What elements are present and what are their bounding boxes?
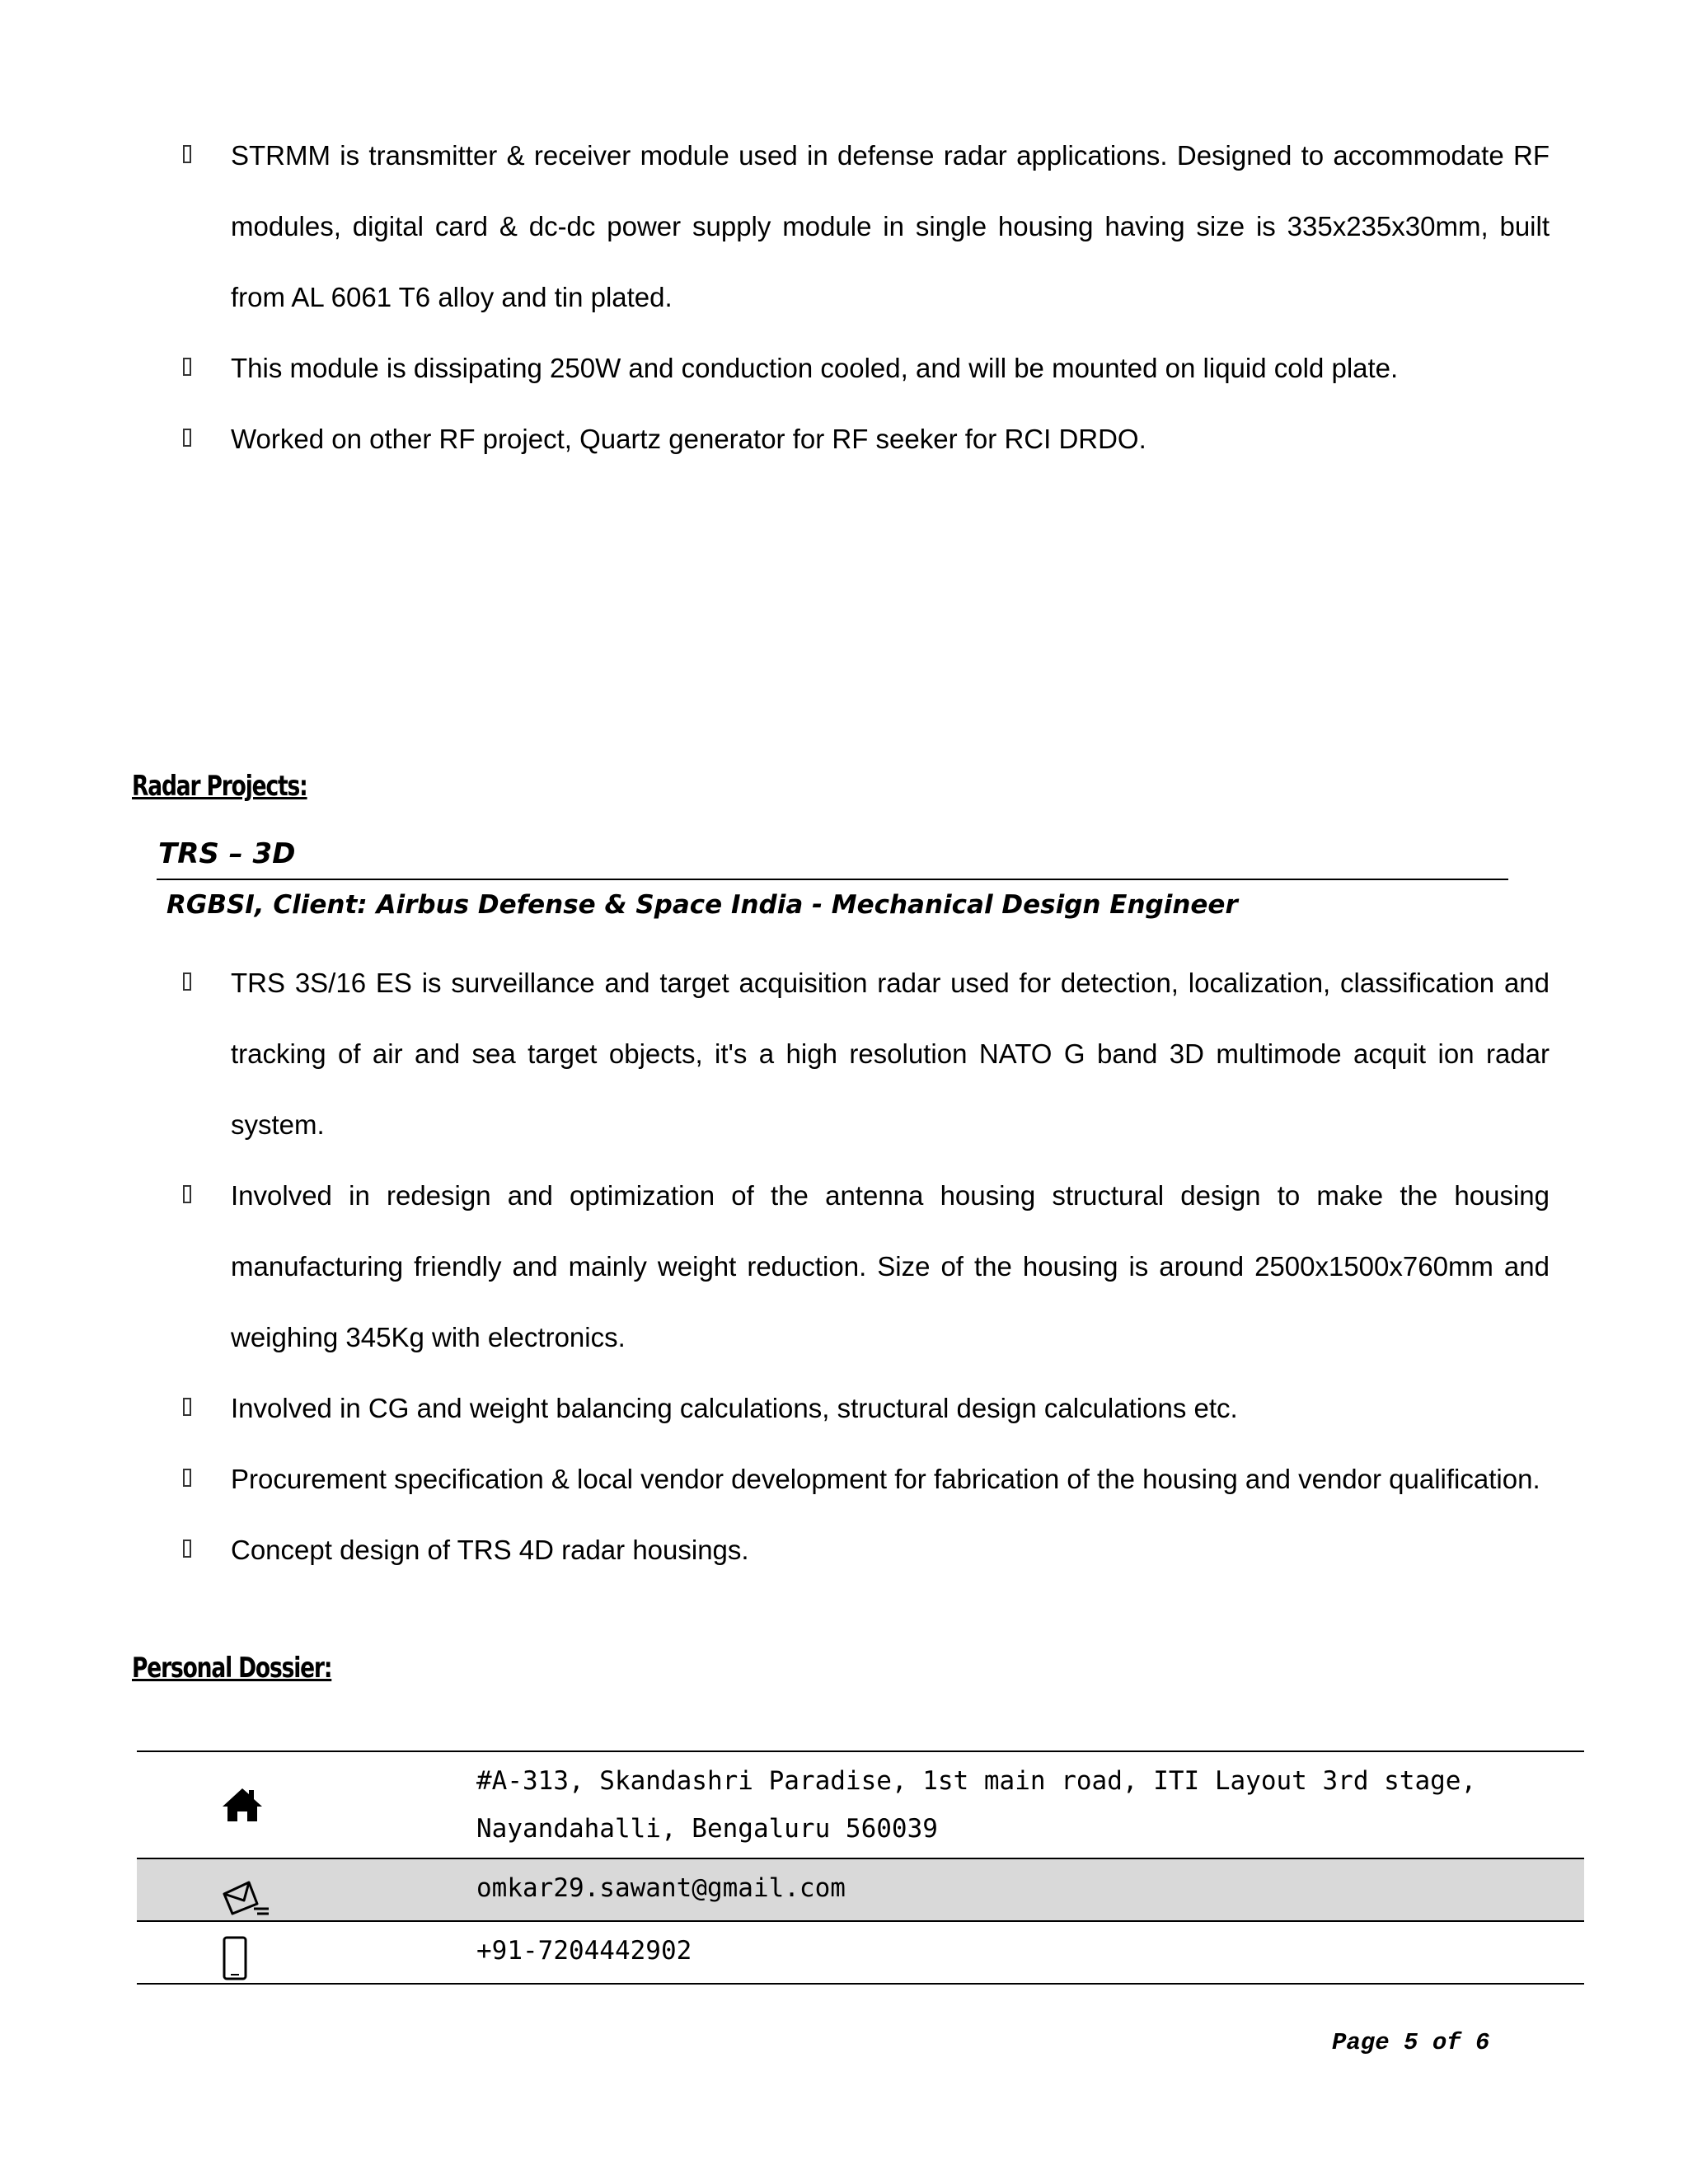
bullet-marker-icon xyxy=(181,1444,201,1515)
bullet-marker-icon xyxy=(181,1160,201,1231)
bullet-marker-icon xyxy=(181,120,201,191)
bullet-marker-icon xyxy=(181,404,201,475)
icon-cell xyxy=(137,1921,476,1984)
icon-cell xyxy=(137,1858,476,1921)
bullet-text: Procurement specification & local vendor development for fabrication of the housing and vendor qualification. xyxy=(231,1464,1540,1494)
page-number: Page 5 of 6 xyxy=(1332,2029,1490,2056)
table-row xyxy=(137,1921,1584,1984)
personal-dossier-heading: Personal Dossier: xyxy=(132,1652,332,1685)
table-row xyxy=(137,1858,1584,1921)
phone-cell xyxy=(476,1921,1584,1984)
list-item xyxy=(181,404,1550,475)
bullet-marker-icon xyxy=(181,948,201,1019)
list-item xyxy=(181,120,1550,333)
bullet-marker-icon xyxy=(181,1373,201,1444)
bullet-text: Concept design of TRS 4D radar housings. xyxy=(231,1535,749,1565)
bullet-text: Involved in redesign and optimization of the antenna housing structural design to make the housing manufacturing friendly and mainly weight reduction. Size of the housing is around 2500x1500x760mm and weighing 345Kg with electronics. xyxy=(231,1180,1550,1352)
list-item xyxy=(181,948,1550,1160)
mobile-phone-icon xyxy=(219,1935,252,1983)
intro-bullet-list xyxy=(181,120,1550,475)
icon-cell xyxy=(137,1751,476,1858)
bullet-marker-icon xyxy=(181,333,201,404)
bullet-text: Involved in CG and weight balancing calculations, structural design calculations etc. xyxy=(231,1393,1238,1423)
list-item xyxy=(181,1160,1550,1373)
contact-table xyxy=(137,1750,1584,1985)
phone-text: +91-7204442902 xyxy=(476,1936,692,1966)
radar-projects-heading: Radar Projects: xyxy=(132,770,307,803)
project-divider xyxy=(157,879,1508,880)
email-cell xyxy=(476,1858,1584,1921)
bullet-text: TRS 3S/16 ES is surveillance and target acquisition radar used for detection, localization, classification and tracking of air and sea target objects, it's a high resolution NATO G band 3D multimode acquit ion radar system. xyxy=(231,968,1550,1140)
radar-bullet-list xyxy=(181,948,1550,1586)
project-title: TRS – 3D xyxy=(158,837,296,870)
address-line-2: Nayandahalli, Bengaluru 560039 xyxy=(476,1814,938,1844)
project-subtitle: RGBSI, Client: Airbus Defense & Space India - Mechanical Design Engineer xyxy=(166,890,1238,920)
bullet-text: Worked on other RF project, Quartz generator for RF seeker for RCI DRDO. xyxy=(231,424,1146,454)
email-icon xyxy=(219,1877,272,1917)
address-cell xyxy=(476,1751,1584,1858)
list-item xyxy=(181,1373,1550,1444)
bullet-marker-icon xyxy=(181,1515,201,1586)
list-item xyxy=(181,1515,1550,1586)
bullet-text: This module is dissipating 250W and conduction cooled, and will be mounted on liquid cold plate. xyxy=(231,353,1399,383)
bullet-text: STRMM is transmitter & receiver module used in defense radar applications. Designed to accommodate RF modules, digital card & dc-dc power supply module in single housing having size is 335x235x30mm, built from AL 6061 T6 alloy and tin plated. xyxy=(231,140,1550,312)
home-icon xyxy=(219,1785,265,1825)
address-line-1: #A-313, Skandashri Paradise, 1st main road, ITI Layout 3rd stage, xyxy=(476,1766,1477,1796)
table-row xyxy=(137,1751,1584,1858)
email-text: omkar29.sawant@gmail.com xyxy=(476,1873,846,1903)
list-item xyxy=(181,333,1550,404)
list-item xyxy=(181,1444,1550,1515)
